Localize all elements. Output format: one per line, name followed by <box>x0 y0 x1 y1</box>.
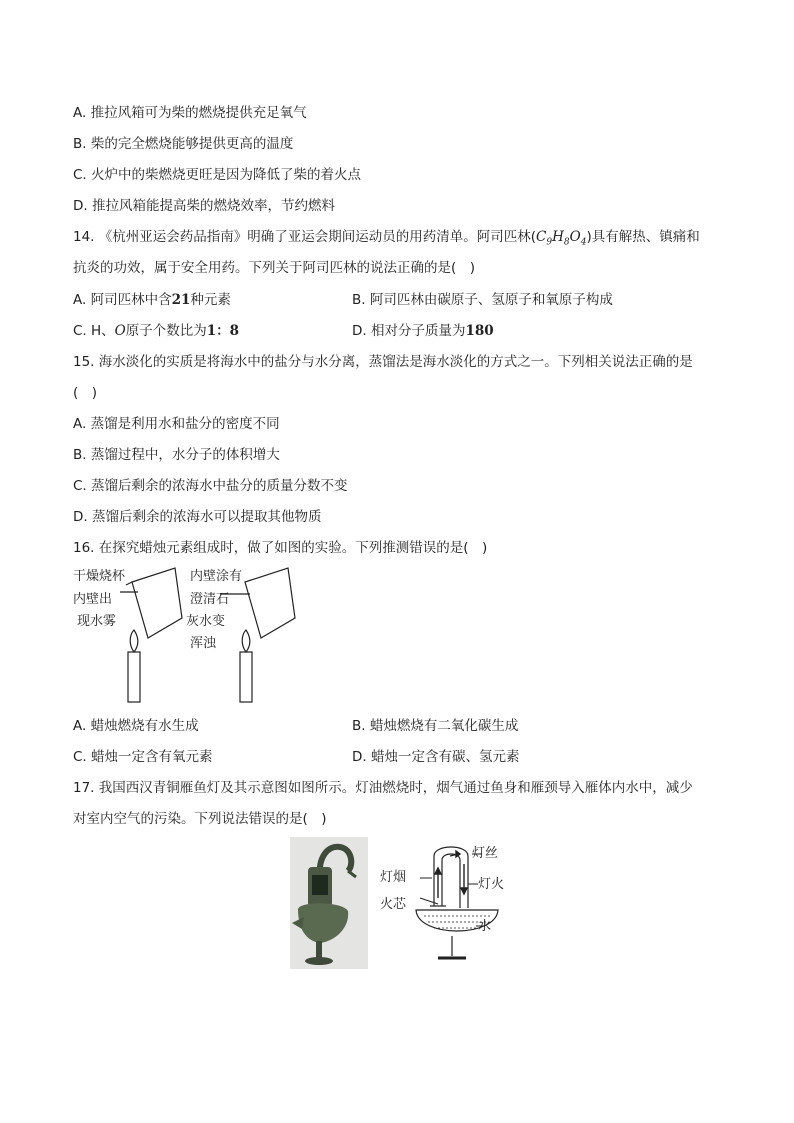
q16-right-label-2: 澄清石 <box>190 592 230 607</box>
q14-option-a-text2: 种元素 <box>190 292 231 308</box>
q16-left-label-1: 干燥烧杯 <box>73 569 126 584</box>
formula-h-sub: 8 <box>563 237 570 248</box>
label-wick: 火芯 <box>380 897 407 912</box>
q15-option-c: C. 蒸馏后剩余的浓海水中盐分的质量分数不变 <box>73 478 348 494</box>
q16-right-label-3: 灰水变 <box>186 614 226 629</box>
q14-option-a-text: A. 阿司匹林中含 <box>73 292 172 308</box>
formula-o: O <box>569 229 581 245</box>
q14-stem-line2: 抗炎的功效，属于安全用药。下列关于阿司匹林的说法正确的是( ) <box>73 260 476 276</box>
q14-option-c-text: C. H、 <box>73 323 115 339</box>
q14-option-b: B. 阿司匹林由碳原子、氢原子和氧原子构成 <box>352 292 613 308</box>
bronze-lamp-photo <box>290 837 368 969</box>
q15-option-d: D. 蒸馏后剩余的浓海水可以提取其他物质 <box>73 509 322 525</box>
q14-option-d-number: 180 <box>465 323 494 339</box>
q16-right-label-1: 内壁涂有 <box>190 569 243 584</box>
formula-c-sub: 9 <box>546 237 553 248</box>
q13-option-a: A. 推拉风箱可为柴的燃烧提供充足氧气 <box>73 105 307 121</box>
q17-stem-line2: 对室内空气的污染。下列说法错误的是( ) <box>73 811 327 827</box>
q14-option-c-ratio: 1：8 <box>206 323 240 339</box>
q13-option-b: B. 柴的完全燃烧能够提供更高的温度 <box>73 136 294 152</box>
q15-stem-line2: ( ) <box>73 385 98 401</box>
q13-option-c: C. 火炉中的柴燃烧更旺是因为降低了柴的着火点 <box>73 167 362 183</box>
aspirin-formula <box>536 229 587 248</box>
q16-right-label-4: 浑浊 <box>190 636 217 651</box>
q14-option-a <box>73 291 231 309</box>
formula-h: H <box>552 229 564 245</box>
q13-option-d: D. 推拉风箱能提高柴的燃烧效率，节约燃料 <box>73 198 335 214</box>
q14-option-a-number: 21 <box>171 292 191 308</box>
q16-option-c: C. 蜡烛一定含有氧元素 <box>73 749 213 765</box>
q15-stem-line1: 15. 海水淡化的实质是将海水中的盐分与水分离，蒸馏法是海水淡化的方式之一。下列相关说法正确的是 <box>73 354 693 370</box>
left-beaker-icon <box>120 568 182 638</box>
q17-stem-line1: 17. 我国西汉青铜雁鱼灯及其示意图如图所示。灯油燃烧时，烟气通过鱼身和雁颈导入雁体内水中，减少 <box>73 780 693 796</box>
formula-c: C <box>536 229 547 245</box>
right-beaker-icon <box>220 568 295 638</box>
q14-option-d-text: D. 相对分子质量为 <box>352 323 466 339</box>
q14-stem-line1 <box>73 228 700 252</box>
q16-left-label-3: 现水雾 <box>77 614 117 629</box>
q16-option-d: D. 蜡烛一定含有碳、氢元素 <box>352 749 520 765</box>
left-candle-icon <box>128 630 140 702</box>
label-flame: 灯火 <box>478 877 505 892</box>
q16-option-b: B. 蜡烛燃烧有二氧化碳生成 <box>352 718 519 734</box>
q14-option-c-o: O <box>114 323 126 339</box>
q14-stem-text2: )具有解热、镇痛和 <box>586 229 700 245</box>
q14-stem-text1: 14. 《杭州亚运会药品指南》明确了亚运会期间运动员的用药清单。阿司匹林( <box>73 229 537 245</box>
q16-option-a: A. 蜡烛燃烧有水生成 <box>73 718 199 734</box>
q15-option-b: B. 蒸馏过程中，水分子的体积增大 <box>73 447 280 463</box>
q14-option-c <box>73 322 239 340</box>
q16-candle-figure <box>60 560 320 710</box>
label-lamp-smoke: 灯烟 <box>380 870 407 885</box>
q14-option-d <box>352 322 494 340</box>
q16-left-label-2: 内壁出 <box>73 592 113 607</box>
formula-o-sub: 4 <box>580 237 587 248</box>
label-wick-smoke: 灯丝 <box>472 846 499 861</box>
label-water: 水 <box>478 919 492 934</box>
q14-option-c-text2: 原子个数比为 <box>125 323 207 339</box>
right-candle-icon <box>240 630 252 702</box>
q15-option-a: A. 蒸馏是利用水和盐分的密度不同 <box>73 416 280 432</box>
q16-stem: 16. 在探究蜡烛元素组成时，做了如图的实验。下列推测错误的是( ) <box>73 540 488 556</box>
